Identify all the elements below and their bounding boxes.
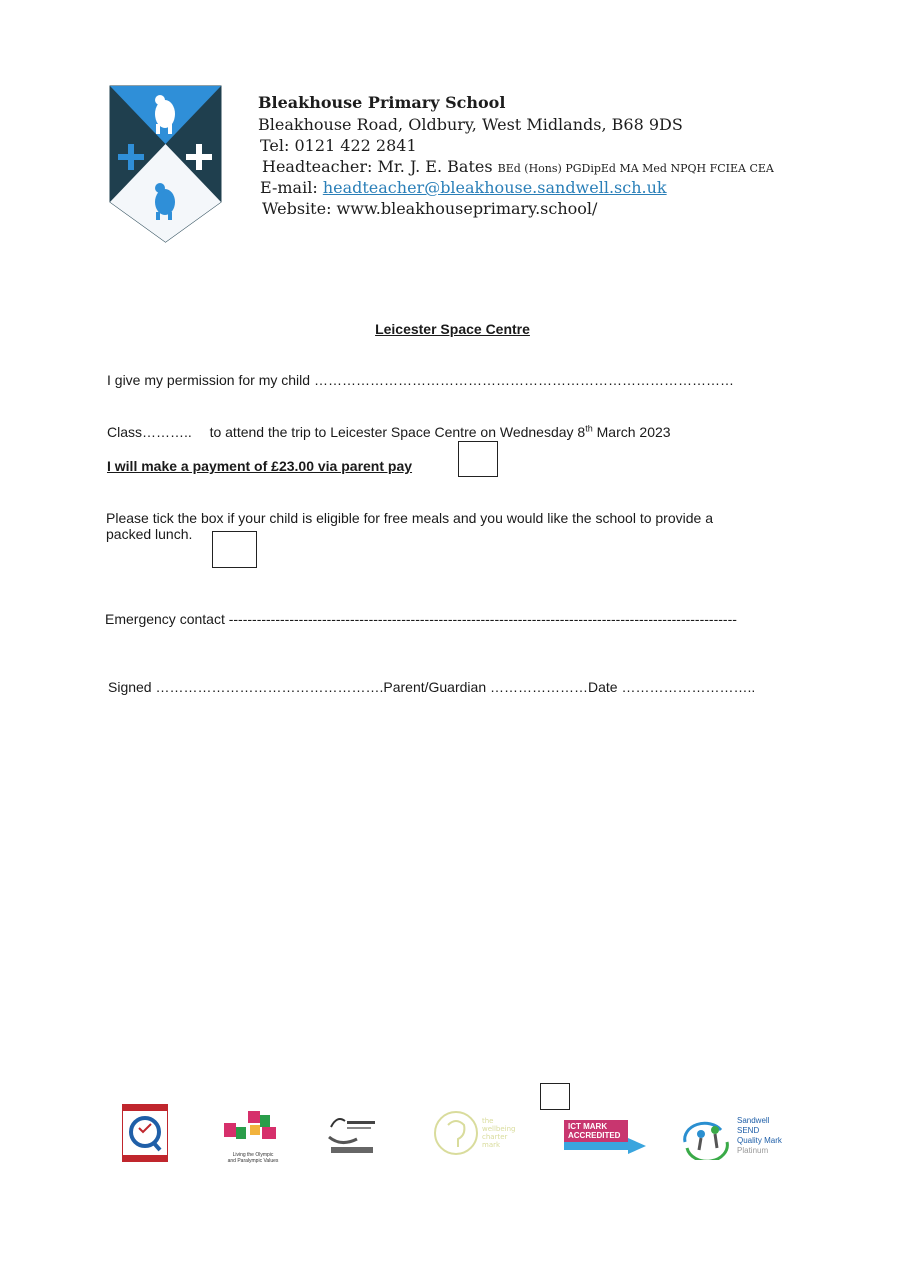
ict-mark-logo: [564, 1120, 648, 1154]
headteacher-name: Headteacher: Mr. J. E. Bates: [262, 157, 493, 176]
send-text-2: SEND: [737, 1126, 760, 1135]
email-link[interactable]: headteacher@bleakhouse.sandwell.sch.uk: [322, 178, 667, 197]
send-text-3: Quality Mark: [737, 1136, 782, 1145]
class-trip-line: [107, 424, 671, 441]
payment-statement: I will make a payment of £23.00 via parent pay: [107, 458, 413, 474]
empty-box: [540, 1083, 570, 1110]
svg-text:the: the: [482, 1117, 494, 1125]
free-meals-checkbox[interactable]: [212, 531, 257, 568]
school-tel: Tel: 0121 422 2841: [260, 136, 417, 155]
trip-date-end: March 2023: [592, 424, 671, 440]
olympic-caption-1: Living the Olympic: [232, 1152, 274, 1158]
primary-science-logo: [327, 1113, 377, 1155]
trip-text: to attend the trip to Leicester Space Centre on Wednesday 8: [209, 424, 586, 440]
ict-accredited-icon: [564, 1120, 648, 1154]
quality-mark-icon: [122, 1104, 168, 1162]
send-text-1: Sandwell: [737, 1116, 770, 1125]
school-crest-logo: [108, 84, 223, 244]
svg-text:wellbeing: wellbeing: [482, 1125, 516, 1133]
svg-text:mark: mark: [482, 1141, 501, 1149]
email-label: E-mail:: [260, 178, 318, 197]
science-mark-icon: [327, 1113, 377, 1155]
permission-line[interactable]: I give my permission for my child ………………………………………………………………………………: [107, 372, 734, 388]
school-name: Bleakhouse Primary School: [258, 93, 506, 112]
class-field[interactable]: Class………..: [107, 424, 192, 440]
send-figures-icon: [681, 1116, 735, 1160]
emergency-contact-line[interactable]: Emergency contact -------------------------------------------------------------------------------------------------------------: [105, 611, 737, 627]
form-title: Leicester Space Centre: [375, 321, 530, 337]
payment-checkbox[interactable]: [458, 441, 498, 477]
email-line: [260, 178, 667, 198]
wellbeing-charter-logo: [432, 1109, 522, 1157]
head-outline-icon: [432, 1109, 522, 1157]
trip-date-suffix: th: [585, 423, 593, 434]
headteacher-line: [262, 157, 774, 179]
svg-text:charter: charter: [482, 1133, 508, 1141]
signature-line[interactable]: Signed ………………………………………….Parent/Guardian …………………Date ………………………..: [108, 679, 756, 695]
free-meals-text-line2: packed lunch.: [106, 526, 193, 542]
send-text-4: Platinum: [737, 1146, 769, 1155]
headteacher-qualifications: BEd (Hons) PGDipEd MA Med NPQH FCIEA CEA: [497, 162, 774, 175]
svg-text:ICT MARK: ICT MARK: [568, 1122, 608, 1131]
svg-text:ACCREDITED: ACCREDITED: [568, 1131, 621, 1140]
website-line: Website: www.bleakhouseprimary.school/: [262, 199, 598, 218]
school-address: Bleakhouse Road, Oldbury, West Midlands, B68 9DS: [258, 115, 683, 134]
sandwell-send-logo: [681, 1116, 801, 1160]
london-2012-icon: [222, 1107, 284, 1147]
basic-skills-quality-mark-logo: [122, 1104, 168, 1162]
free-meals-text-line1: Please tick the box if your child is eligible for free meals and you would like the school to provide a: [106, 510, 713, 526]
olympic-caption-2: and Paralympic Values: [227, 1158, 279, 1164]
olympic-values-logo: [222, 1107, 284, 1164]
